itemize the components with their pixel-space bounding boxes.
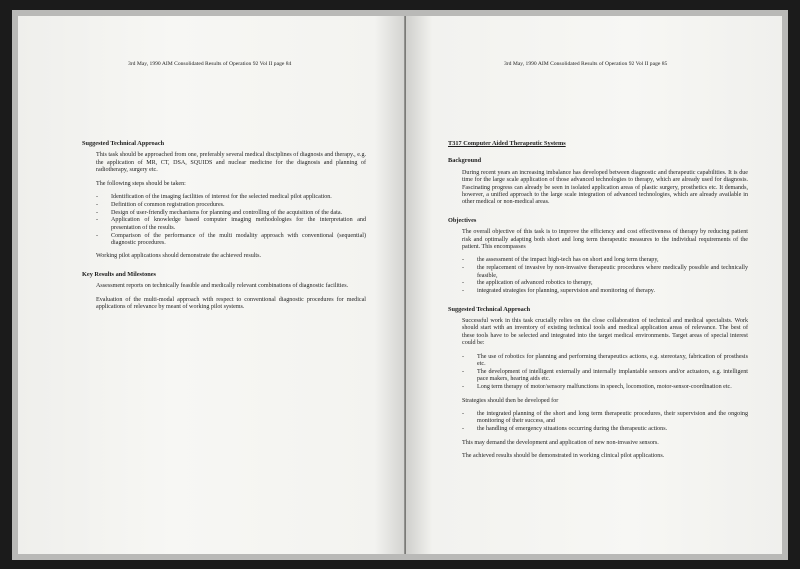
- list-item: - The development of intelligent externally and internally implantable sensors and/or actuators, e.g. intelligent pace makers, hearing aids etc.: [462, 368, 748, 383]
- list-item: - the handling of emergency situations occurring during the therapeutic actions.: [462, 426, 668, 433]
- right-page-header: 3rd May, 1990 AIM Consolidated Results of Operation 92 Vol II page 85: [504, 61, 668, 67]
- left-approach-p3: Working pilot applications should demonstrate the achieved results.: [96, 253, 262, 260]
- list-item: - integrated strategies for planning, supervision and monitoring of therapy.: [462, 288, 655, 295]
- left-page: [18, 16, 406, 554]
- left-section-approach: [82, 140, 366, 261]
- left-page-content: [82, 140, 366, 321]
- approach-list-1: [448, 354, 748, 392]
- left-approach-list: [82, 194, 366, 247]
- list-item: - Definition of common registration procedures.: [96, 201, 225, 208]
- task-title: T317 Computer Aided Therapeutic Systems: [448, 140, 566, 147]
- right-section-objectives: [448, 217, 748, 296]
- approach-p1: Successful work in this task crucially relies on the close collaboration of technical and medical specialists. Work should start with an inventory of existing technical tools and medical application areas of relevance. The best of these tools have to be selected and integrated into the target medical environments. Target areas of special interest could be:: [462, 318, 748, 347]
- left-heading-approach: Suggested Technical Approach: [82, 140, 165, 147]
- list-item: - the integrated planning of the short and long term therapeutic procedures, their supervision and the ongoing monitoring of their success, and: [462, 410, 748, 425]
- right-section-approach: [448, 306, 748, 461]
- list-item: - Identification of the imaging facilities of interest for the selected medical pilot application.: [96, 194, 332, 201]
- left-page-header: 3rd May, 1990 AIM Consolidated Results of Operation 92 Vol II page 84: [128, 61, 292, 67]
- left-approach-p1: This task should be approached from one, preferably several medical disciplines of diagnosis and therapy., e.g. the application of MR, CT, DSA, SQUIDS and nuclear medicine for the diagnosis and planning of radiotherapy, surgery etc.: [96, 152, 367, 174]
- right-heading-objectives: Objectives: [448, 216, 477, 224]
- approach-p2: Strategies should then be developed for: [462, 397, 559, 404]
- approach-list-2: [448, 411, 748, 434]
- right-section-background: [448, 157, 748, 206]
- left-results-p1: Assessment reports on technically feasible and medically relevant combinations of diagnostic facilities.: [96, 283, 349, 290]
- list-item: - the assessment of the impact high-tech has on short and long term therapy,: [462, 257, 659, 264]
- right-page-content: [448, 140, 748, 470]
- right-heading-approach: Suggested Technical Approach: [448, 305, 531, 313]
- left-results-p2: Evaluation of the multi-modal approach with respect to conventional diagnostic procedures for medical applications of relevance by meant of working pilot systems.: [96, 296, 366, 311]
- objectives-p1: The overall objective of this task is to improve the efficiency and cost effectiveness of therapy by reducing patient risk and optimally adapting both short and long term therapeutic measures to the individual requirements of the patient. This encompasses: [462, 229, 748, 251]
- list-item: - the replacement of invasive by non-invasive therapeutic procedures where medically possible and technically feasible,: [462, 265, 748, 279]
- list-item: - Design of user-friendly mechanisms for planning and controlling of the acquisition of the data.: [96, 209, 343, 216]
- left-heading-results: Key Results and Milestones: [82, 270, 156, 278]
- right-page: [406, 16, 782, 554]
- objectives-list: [448, 257, 748, 295]
- book-spread: [12, 10, 788, 560]
- list-item: - Comparison of the performance of the multi modality approach with conventional (sequential) diagnostic procedures.: [96, 232, 366, 247]
- left-section-results: [82, 271, 366, 312]
- list-item: - The use of robotics for planning and performing therapeutics actions, e.g. stereotaxy, fabrication of prosthesis etc.: [462, 353, 748, 368]
- right-heading-background: Background: [448, 157, 482, 165]
- list-item: - the application of advanced robotics to therapy,: [462, 280, 593, 287]
- approach-p4: The achieved results should be demonstrated in working clinical pilot applications.: [462, 452, 665, 459]
- list-item: - Application of knowledge based computer imaging methodologies for the interpretation and presentation of the results.: [96, 217, 366, 231]
- approach-p3: This may demand the development and application of new non-invasive sensors.: [462, 439, 659, 446]
- left-approach-p2: The following steps should be taken:: [96, 180, 186, 187]
- list-item: - Long term therapy of motor/sensory malfunctions in speech, locomotion, motor-sensor-coordination etc.: [462, 384, 732, 391]
- background-p1: During recent years an increasing imbalance has developed between diagnostic and therapeutic capabilities. It is due time for the large scale application of those advanced technologies to therapy, which are already used for diagnosis. Fascinating progress can already be seen in isolated application areas of plastic surgery, prosthetics etc. It demands, however, a unified approach to the large scale integration of advanced technologies, which are already available in other medical or non-medical areas.: [462, 169, 748, 206]
